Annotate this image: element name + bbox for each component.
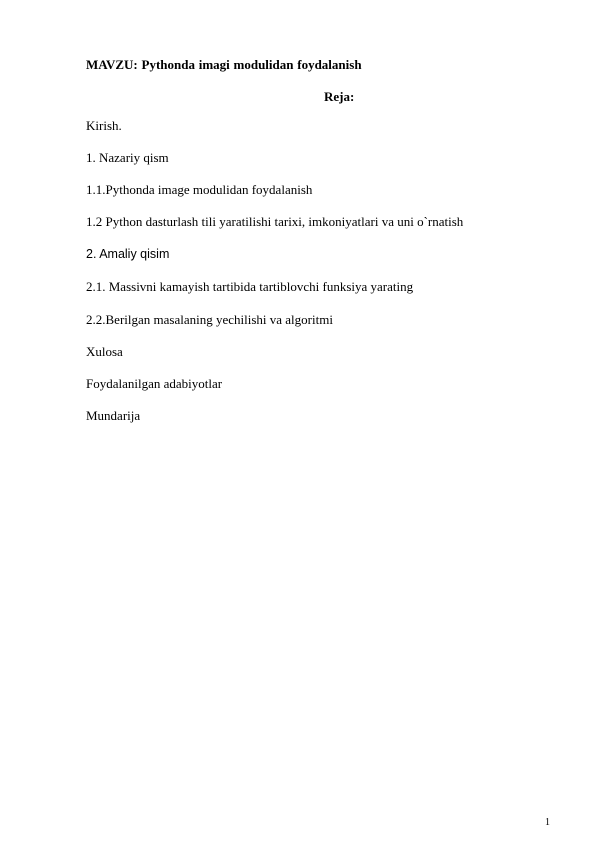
plan-item-contents: Mundarija: [86, 408, 141, 423]
plan-item-intro: Kirish.: [86, 118, 122, 133]
page-number: 1: [545, 817, 550, 828]
plan-item-conclusion: Xulosa: [86, 344, 123, 359]
plan-heading: Reja:: [324, 89, 355, 104]
plan-item-2-1: 2.1. Massivni kamayish tartibida tartiblovchi funksiya yarating: [86, 279, 414, 294]
plan-item-references: Foydalanilgan adabiyotlar: [86, 376, 223, 391]
plan-item-1-2: 1.2 Python dasturlash tili yaratilishi tarixi, imkoniyatlari va uni o`rnatish: [86, 214, 464, 229]
document-title: MAVZU: Pythonda imagi modulidan foydalanish: [86, 57, 362, 72]
plan-item-theory: 1. Nazariy qism: [86, 150, 169, 165]
plan-item-2-2: 2.2.Berilgan masalaning yechilishi va algoritmi: [86, 312, 333, 327]
plan-item-practical: 2. Amaliy qisim: [86, 247, 170, 261]
plan-item-1-1: 1.1.Pythonda image modulidan foydalanish: [86, 182, 313, 197]
